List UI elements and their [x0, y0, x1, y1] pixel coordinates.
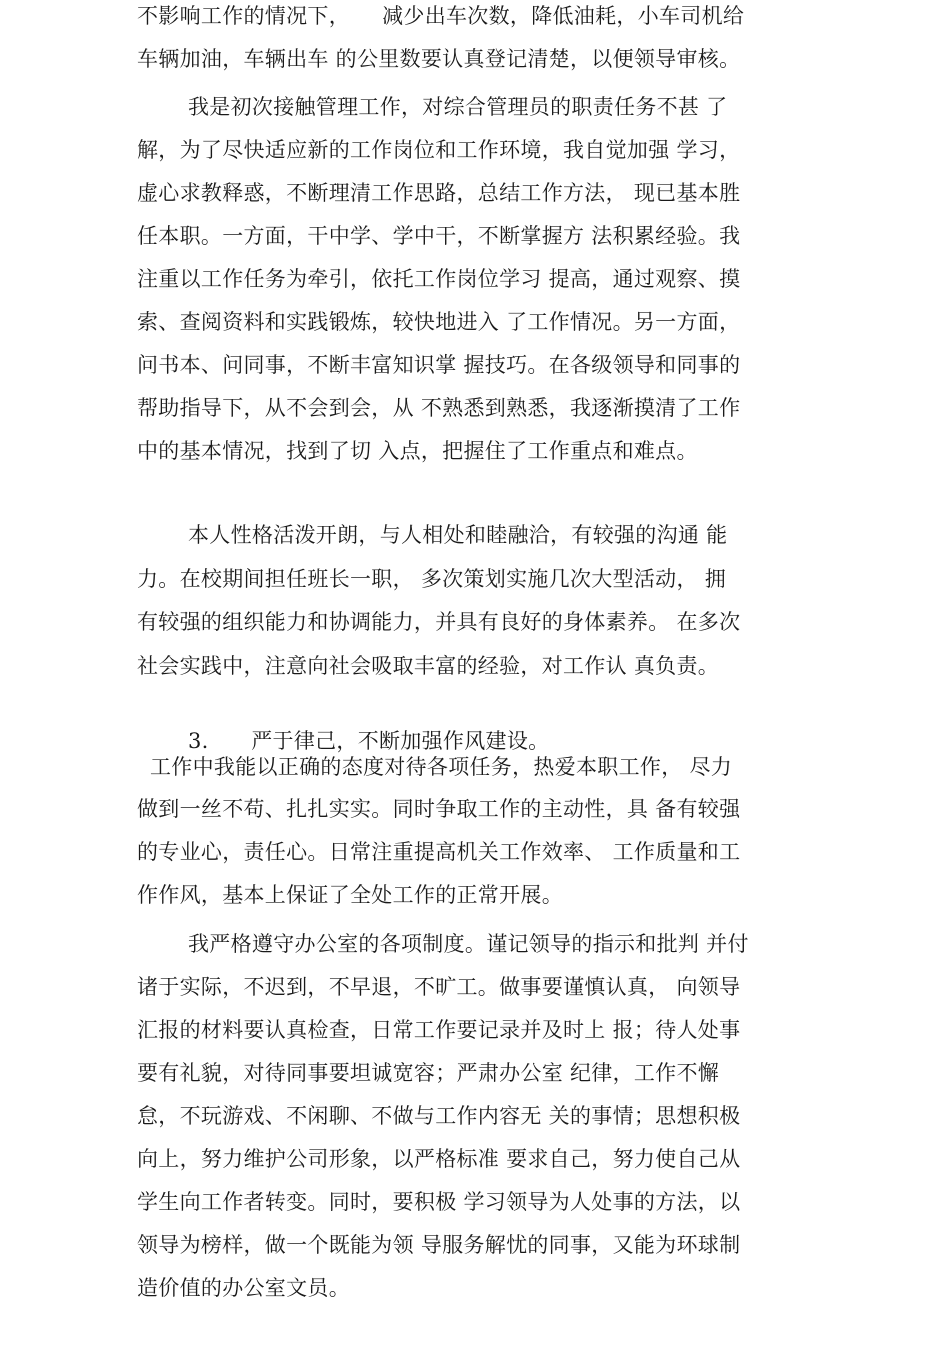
text-line: 社会实践中，注意向社会吸取丰富的经验，对工作认 真负责。 [137, 654, 720, 678]
text-line: 注重以工作任务为牵引，依托工作岗位学习 提高，通过观察、摸 [137, 267, 741, 291]
text-line: 要有礼貌，对待同事要坦诚宽容；严肃办公室 纪律，工作不懈 [137, 1061, 720, 1085]
paragraph-first-line: 本人性格活泼开朗，与人相处和睦融洽，有较强的沟通 能 [188, 523, 728, 547]
text-line: 学生向工作者转变。同时，要积极 学习领导为人处事的方法，以 [137, 1190, 741, 1214]
paragraph-first-line: 我严格遵守办公室的各项制度。谨记领导的指示和批判 并付 [188, 932, 749, 956]
text-line: 帮助指导下，从不会到会，从 不熟悉到熟悉，我逐渐摸清了工作 [137, 396, 741, 420]
text-line: 做到一丝不苟、扎扎实实。同时争取工作的主动性，具 备有较强 [137, 797, 741, 821]
text-line: 虚心求教释惑，不断理清工作思路，总结工作方法， 现已基本胜 [137, 181, 741, 205]
text-line: 车辆加油，车辆出车 的公里数要认真登记清楚，以便领导审核。 [137, 47, 741, 71]
text-line: 汇报的材料要认真检查，日常工作要记录并及时上 报；待人处事 [137, 1018, 741, 1042]
text-line: 索、查阅资料和实践锻炼，较快地进入 了工作情况。另一方面， [137, 310, 741, 334]
text-line: 力。在校期间担任班长一职， 多次策划实施几次大型活动， 拥 [137, 567, 727, 591]
section-heading: 3. 严于律己，不断加强作风建设。 [188, 729, 550, 753]
text-line: 领导为榜样，做一个既能为领 导服务解忧的同事，又能为环球制 [137, 1233, 741, 1257]
text-line: 诸于实际，不迟到，不早退，不旷工。做事要谨慎认真， 向领导 [137, 975, 741, 999]
text-line: 的专业心，责任心。日常注重提高机关工作效率、 工作质量和工 [137, 840, 741, 864]
text-line: 任本职。一方面，干中学、学中干，不断掌握方 法积累经验。我 [137, 224, 741, 248]
paragraph-first-line: 我是初次接触管理工作，对综合管理员的职责任务不甚 了 [188, 95, 728, 119]
text-line: 作作风，基本上保证了全处工作的正常开展。 [137, 883, 563, 907]
text-line: 解，为了尽快适应新的工作岗位和工作环境，我自觉加强 学习， [137, 138, 741, 162]
text-line: 不影响工作的情况下， 减少出车次数，降低油耗，小车司机给 [137, 4, 745, 28]
text-line: 怠，不玩游戏、不闲聊、不做与工作内容无 关的事情；思想积极 [137, 1104, 741, 1128]
text-line: 向上，努力维护公司形象，以严格标准 要求自己，努力使自己从 [137, 1147, 741, 1171]
text-line: 造价值的办公室文员。 [137, 1276, 350, 1300]
text-line: 有较强的组织能力和协调能力，并具有良好的身体素养。 在多次 [137, 610, 741, 634]
paragraph-first-line: 工作中我能以正确的态度对待各项任务，热爱本职工作， 尽力 [150, 755, 733, 779]
text-line: 中的基本情况，找到了切 入点，把握住了工作重点和难点。 [137, 439, 698, 463]
text-line: 问书本、问同事，不断丰富知识掌 握技巧。在各级领导和同事的 [137, 353, 741, 377]
